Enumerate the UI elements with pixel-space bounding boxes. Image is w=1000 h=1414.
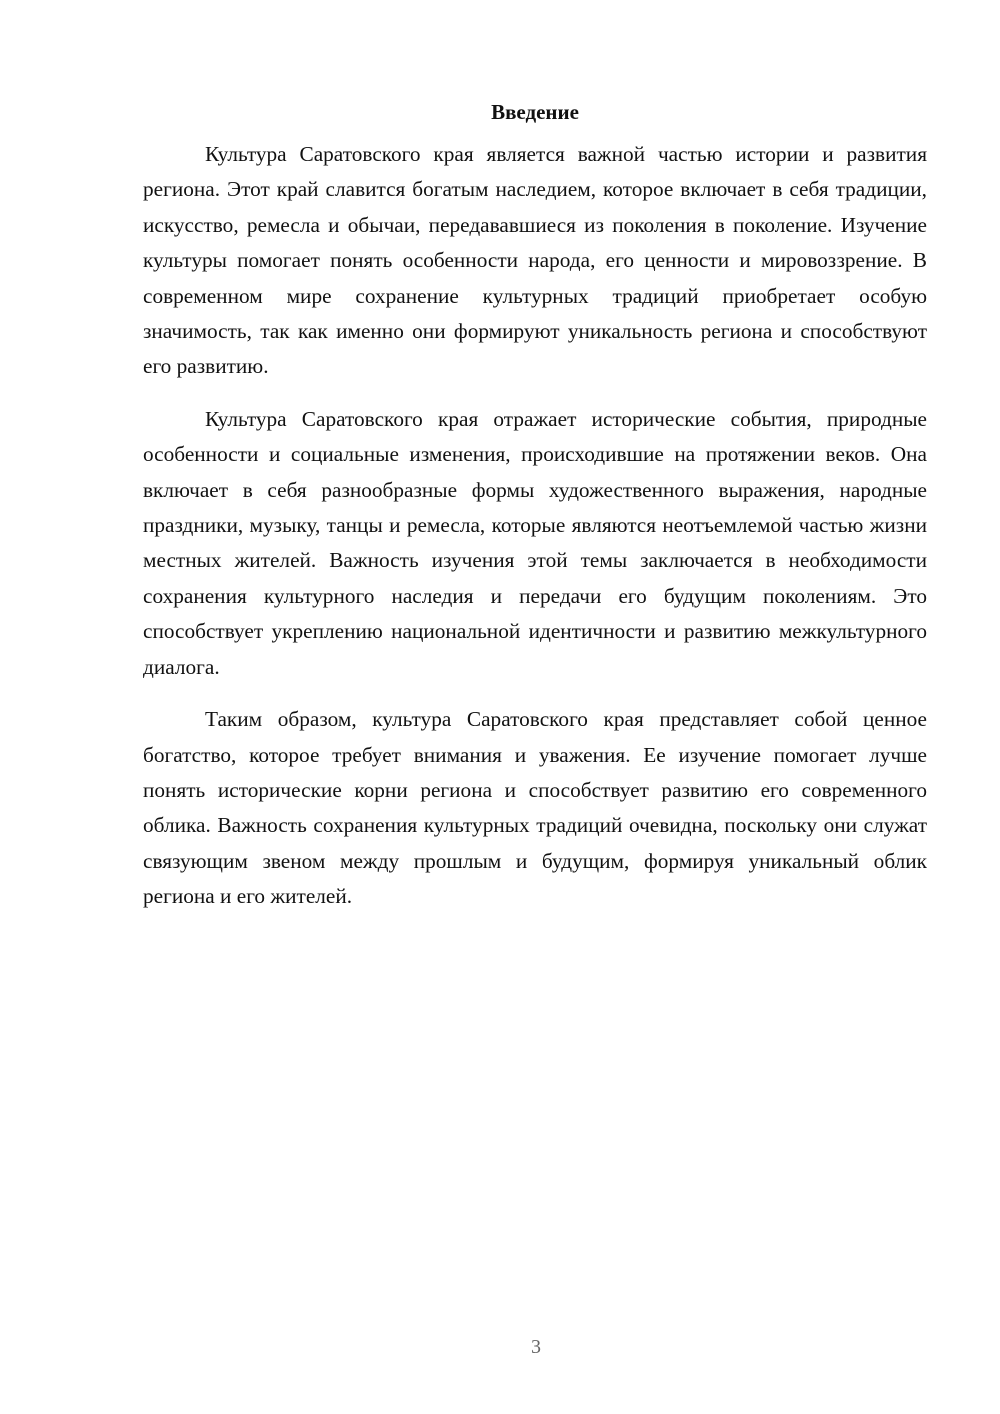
page-content [143,98,927,932]
page-number: 3 [531,1336,541,1358]
paragraph-1: Культура Саратовского края является важной частью истории и развития региона. Этот край славится богатым наследием, которое включает в себя традиции, искусство, ремесла и обычаи, передававшиеся из поколения в поколение. Изучение культуры помогает понять особенности народа, его ценности и мировоззрение. В современном мире сохранение культурных традиций приобретает особую значимость, так как именно они формируют уникальность региона и способствуют его развитию. [143,142,927,379]
paragraph-2: Культура Саратовского края отражает исторические события, природные особенности и социальные изменения, происходившие на протяжении веков. Она включает в себя разнообразные формы художественного выражения, народные праздники, музыку, танцы и ремесла, которые являются неотъемлемой частью жизни местных жителей. Важность изучения этой темы заключается в необходимости сохранения культурного наследия и передачи его будущим поколениям. Это способствует укреплению национальной идентичности и развитию межкультурного диалога. [143,406,927,679]
section-heading: Введение [491,100,579,124]
paragraph-3: Таким образом, культура Саратовского края представляет собой ценное богатство, которое требует внимания и уважения. Ее изучение помогает лучше понять исторические корни региона и способствует развитию его современного облика. Важность сохранения культурных традиций очевидна, поскольку они служат связующим звеном между прошлым и будущим, формируя уникальный облик региона и его жителей. [143,707,927,909]
